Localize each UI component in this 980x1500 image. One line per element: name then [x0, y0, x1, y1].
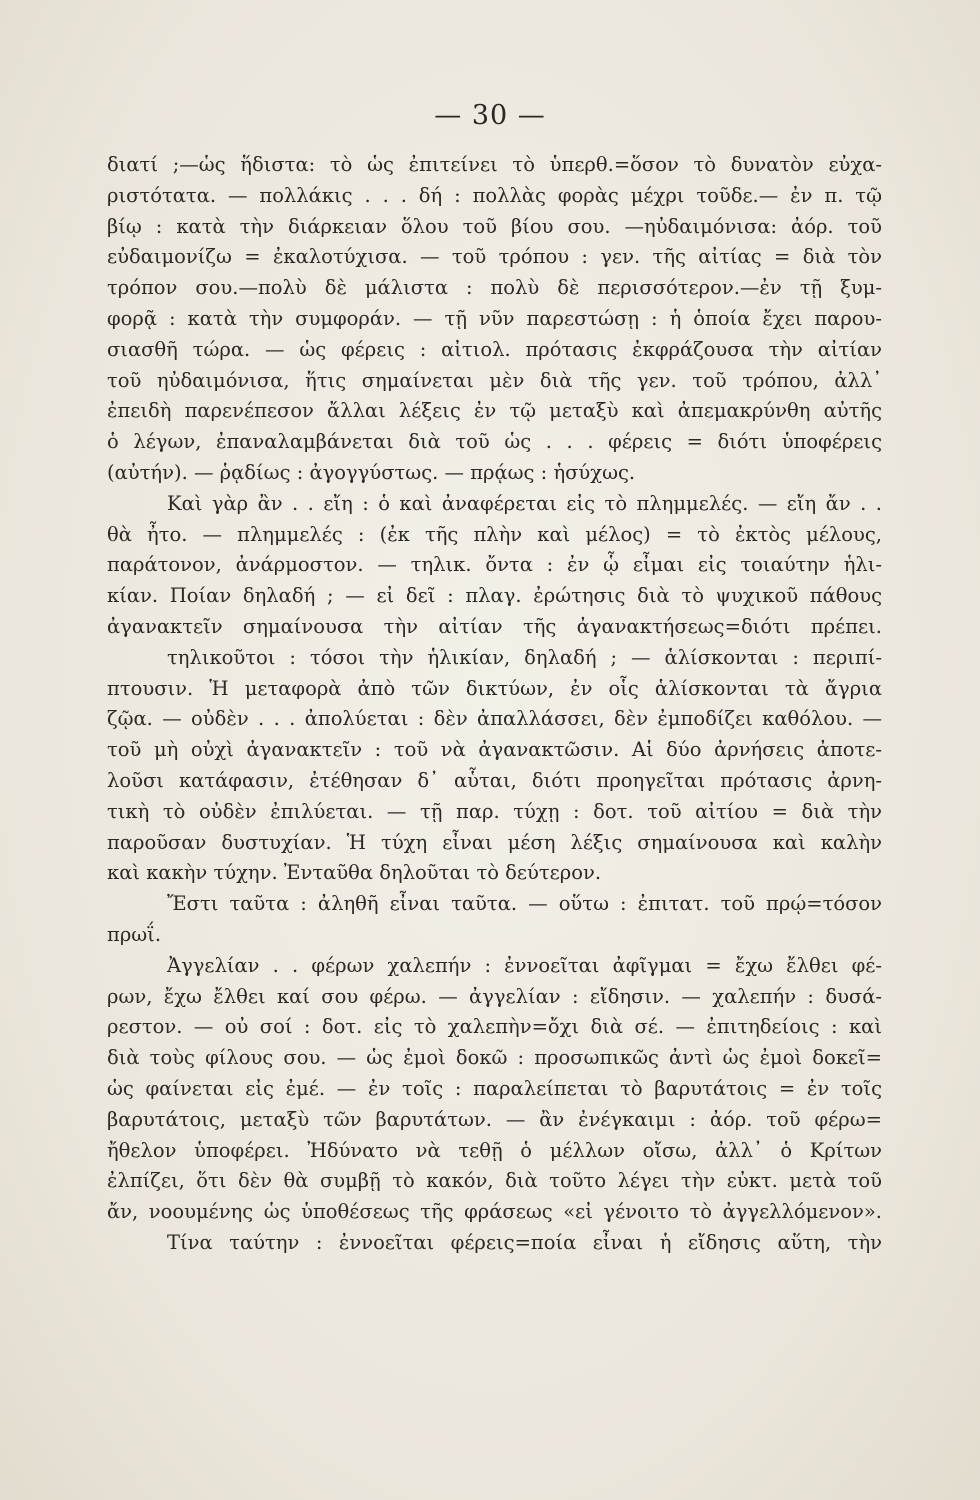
paragraph-start-line: τηλικοῦτοι : τόσοι τὴν ἡλικίαν, δηλαδή ; — ἁλίσκονται : περιπί-	[167, 645, 882, 669]
paragraph-start-line: Ἀγγελίαν . . φέρων χαλεπήν : ἐννοεῖται ἀφῖγμαι = ἔχω ἔλθει φέ-	[167, 953, 882, 977]
text-line: ἀγανακτεῖν σημαίνουσα τὴν αἰτίαν τῆς ἀγανακτήσεως=διότι πρέπει.	[107, 614, 882, 638]
text-line: κίαν. Ποίαν δηλαδή ; — εἰ δεῖ : πλαγ. ἐρώτησις διὰ τὸ ψυχικοῦ πάθους	[107, 584, 882, 608]
text-line: ἄν, νοουμένης ὡς ὑποθέσεως τῆς φράσεως «εἰ γένοιτο τὸ ἀγγελλόμενον».	[107, 1200, 882, 1224]
paragraph-start-line: Ἔστι ταῦτα : ἀληθῆ εἶναι ταῦτα. — οὕτω : ἐπιτατ. τοῦ πρῴ=τόσον	[167, 892, 882, 916]
text-line: τοῦ ηὐδαιμόνισα, ἥτις σημαίνεται μὲν διὰ τῆς γεν. τοῦ τρόπου, ἀλλ᾽	[107, 368, 882, 392]
text-line: τοῦ μὴ οὐχὶ ἀγανακτεῖν : τοῦ νὰ ἀγανακτῶσιν. Αἱ δύο ἀρνήσεις ἀποτε-	[107, 738, 882, 762]
text-line: τικὴ τὸ οὐδὲν ἐπιλύεται. — τῇ παρ. τύχῃ : δοτ. τοῦ αἰτίου = διὰ τὴν	[107, 799, 882, 823]
text-line: διὰ τοὺς φίλους σου. — ὡς ἐμοὶ δοκῶ : προσωπικῶς ἀντὶ ὡς ἐμοὶ δοκεῖ=	[107, 1046, 882, 1070]
text-line: ἐπειδὴ παρενέπεσον ἄλλαι λέξεις ἐν τῷ μεταξὺ καὶ ἀπεμακρύνθη αὐτῆς	[107, 399, 882, 423]
text-line: ὡς φαίνεται εἰς ἐμέ. — ἐν τοῖς : παραλείπεται τὸ βαρυτάτοις = ἐν τοῖς	[107, 1076, 882, 1100]
text-line: ριστότατα. — πολλάκις . . . δή : πολλὰς φορὰς μέχρι τοῦδε.— ἐν π. τῷ	[107, 183, 882, 207]
text-line: τρόπον σου.—πολὺ δὲ μάλιστα : πολὺ δὲ περισσότερον.—ἐν τῇ ξυμ-	[107, 276, 882, 300]
text-line: σιασθῆ τώρα. — ὡς φέρεις : αἰτιολ. πρότασις ἐκφράζουσα τὴν αἰτίαν	[107, 337, 882, 361]
text-line: παράτονον, ἀνάρμοστον. — τηλικ. ὄντα : ἐν ᾧ εἶμαι εἰς τοιαύτην ἡλι-	[107, 553, 882, 577]
paragraph-start-line: Καὶ γὰρ ἂν . . εἴη : ὁ καὶ ἀναφέρεται εἰς τὸ πλημμελές. — εἴη ἄν . .	[167, 491, 882, 515]
text-line: εὐδαιμονίζω = ἐκαλοτύχισα. — τοῦ τρόπου : γεν. τῆς αἰτίας = διὰ τὸν	[107, 245, 882, 269]
page-number: — 30 —	[434, 100, 546, 131]
text-line: πρωΐ.	[107, 922, 162, 946]
text-line: ζῷα. — οὐδὲν . . . ἀπολύεται : δὲν ἀπαλλάσσει, δὲν ἐμποδίζει καθόλου. —	[107, 707, 882, 731]
text-line: παροῦσαν δυστυχίαν. Ἡ τύχη εἶναι μέση λέξις σημαίνουσα καὶ καλὴν	[107, 830, 882, 854]
text-line: διατί ;—ὡς ἥδιστα: τὸ ὡς ἐπιτείνει τὸ ὑπερθ.=ὅσον τὸ δυνατὸν εὐχα-	[107, 153, 882, 176]
text-line: βαρυτάτοις, μεταξὺ τῶν βαρυτάτων. — ἂν ἐνέγκαιμι : ἀόρ. τοῦ φέρω=	[107, 1107, 882, 1131]
text-line: (αὐτήν). — ῥᾳδίως : ἀγογγύστως. — πρᾴως : ἡσύχως.	[107, 460, 636, 484]
text-line: ρεστον. — οὐ σοί : δοτ. εἰς τὸ χαλεπὴν=ὄχι διὰ σέ. — ἐπιτηδείοις : καὶ	[107, 1015, 882, 1039]
text-line: ἤθελον ὑποφέρει. Ἠδύνατο νὰ τεθῇ ὁ μέλλων οἴσω, ἀλλ᾽ ὁ Κρίτων	[107, 1138, 882, 1162]
paragraph-start-line: Τίνα ταύτην : ἐννοεῖται φέρεις=ποία εἶναι ἡ εἴδησις αὕτη, τὴν	[167, 1230, 882, 1254]
text-line: ρων, ἔχω ἔλθει καί σου φέρω. — ἀγγελίαν : εἴδησιν. — χαλεπήν : δυσά-	[107, 984, 882, 1008]
text-line: ἐλπίζει, ὅτι δὲν θὰ συμβῇ τὸ κακόν, διὰ τοῦτο λέγει τὴν εὐκτ. μετὰ τοῦ	[107, 1169, 882, 1193]
text-line: καὶ κακὴν τύχην. Ἐνταῦθα δηλοῦται τὸ δεύτερον.	[107, 861, 602, 885]
text-line: θὰ ἦτο. — πλημμελές : (ἐκ τῆς πλὴν καὶ μέλος) = τὸ ἐκτὸς μέλους,	[107, 522, 882, 546]
text-line: λοῦσι κατάφασιν, ἐτέθησαν δ᾽ αὗται, διότι προηγεῖται πρότασις ἀρνη-	[107, 768, 882, 792]
commentary-text	[107, 150, 882, 1259]
text-line: φορᾷ : κατὰ τὴν συμφοράν. — τῇ νῦν παρεστώσῃ : ἡ ὁποία ἔχει παρου-	[107, 306, 882, 330]
text-line: βίῳ : κατὰ τὴν διάρκειαν ὅλου τοῦ βίου σου. —ηὐδαιμόνισα: ἀόρ. τοῦ	[107, 214, 882, 238]
text-line: πτουσιν. Ἡ μεταφορὰ ἀπὸ τῶν δικτύων, ἐν οἷς ἁλίσκονται τὰ ἄγρια	[107, 676, 882, 700]
text-line: ὁ λέγων, ἐπαναλαμβάνεται διὰ τοῦ ὡς . . . φέρεις = διότι ὑποφέρεις	[107, 430, 882, 454]
